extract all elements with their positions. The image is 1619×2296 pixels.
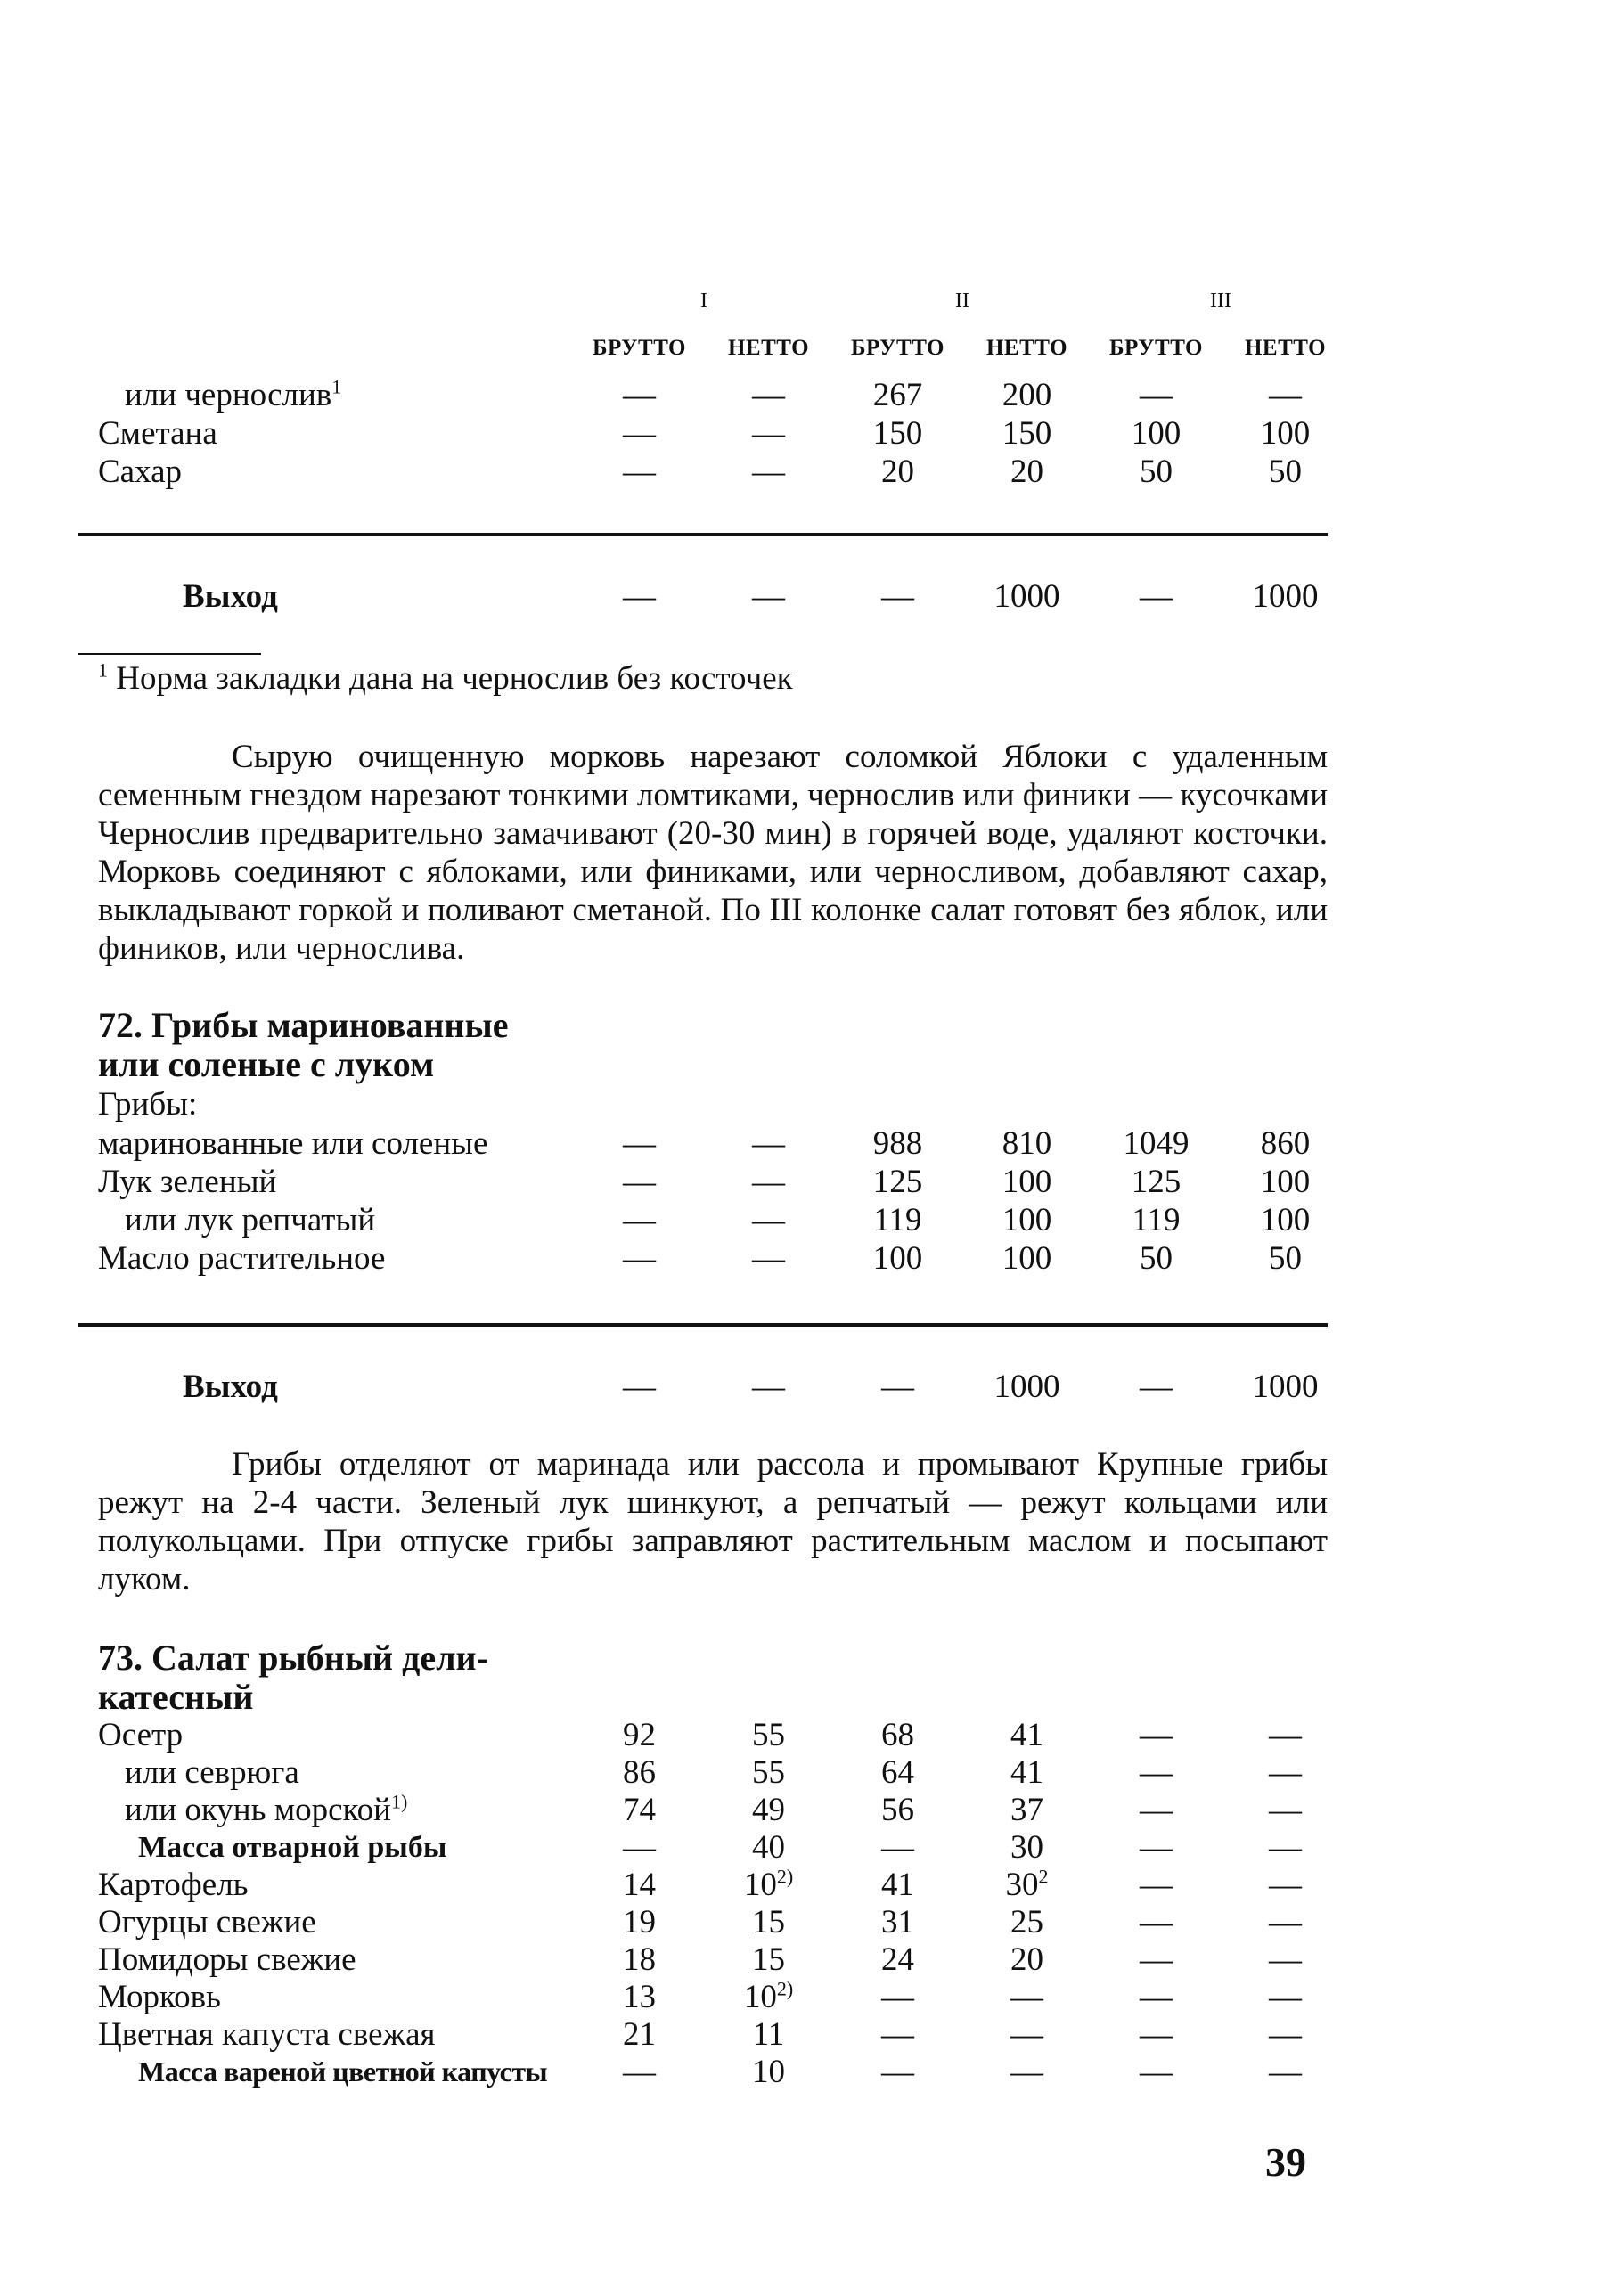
table-cell: 100 [1002, 1164, 1052, 1200]
table-cell: — [1269, 1792, 1302, 1828]
table-cell: 37 [1010, 1792, 1043, 1828]
table-cell: 1000 [1252, 1369, 1319, 1405]
page-number: 39 [1265, 2139, 1306, 2185]
column-header-i: I [700, 290, 707, 313]
table-cell: 1000 [1252, 578, 1319, 615]
table-cell: — [1269, 2016, 1302, 2053]
table-cell: 150 [872, 415, 923, 452]
table-cell: 21 [623, 2016, 656, 2053]
table-cell: 92 [623, 1717, 656, 1753]
table-cell: — [1140, 578, 1173, 615]
table-cell: — [1269, 1904, 1302, 1941]
table-cell: 1000 [993, 1369, 1060, 1405]
table-cell: — [623, 1125, 656, 1162]
table-cell: — [1140, 1904, 1173, 1941]
table-cell: $30^2$ [1005, 1865, 1049, 1903]
table-row [98, 414, 1328, 453]
column-header-iii: III [1210, 290, 1231, 313]
table-cell: — [623, 453, 656, 490]
row-label: Огурцы свежие [98, 1904, 316, 1941]
row-label: Картофель [98, 1867, 249, 1903]
table-cell: 68 [881, 1717, 914, 1753]
table-cell: 10$^{2)}$ [743, 1977, 794, 2015]
table-cell: — [1269, 1829, 1302, 1866]
table-cell: 100 [1131, 415, 1182, 452]
table-row [98, 1201, 1328, 1239]
yield-row [98, 577, 1328, 616]
footnote-marker: 1 [331, 375, 342, 398]
instructions-paragraph: Грибы отделяют от маринада или рассола и промывают Крупные грибы режут на 2-4 части. Зеленый лук шинкуют, а репчатый — режут кольцами или полукольцами. При отпуске грибы заправляют растительным маслом и посыпают луком. [98, 1446, 1328, 1597]
recipe-title-continuation: катесный [98, 1677, 254, 1717]
footnote: $^1$ Норма закладки дана на чернослив без косточек [98, 658, 793, 697]
footnote-marker: 1 [98, 658, 108, 682]
table-cell: — [1140, 1979, 1173, 2015]
table-cell: — [1140, 1792, 1173, 1828]
table-cell: — [1010, 2016, 1043, 2053]
table-cell: — [1140, 1717, 1173, 1753]
table-cell: 810 [1002, 1125, 1052, 1162]
table-cell: 15 [752, 1941, 785, 1978]
table-cell: 100 [1002, 1240, 1052, 1277]
table-cell: — [752, 1369, 785, 1405]
table-cell: — [623, 1369, 656, 1405]
yield-label: Выход [183, 1369, 278, 1405]
table-row [98, 1828, 1328, 1867]
row-label: или окунь морской$^{1)}$ [125, 1790, 408, 1828]
table-cell: — [752, 1202, 785, 1238]
table-row [98, 2015, 1328, 2054]
table-row [98, 1163, 1328, 1201]
table-cell: — [1010, 1979, 1043, 2015]
table-row [98, 376, 1328, 414]
table-cell: 100 [1260, 1164, 1311, 1200]
table-divider [78, 533, 1328, 536]
table-cell: 74 [623, 1792, 656, 1828]
table-cell: — [752, 1125, 785, 1162]
table-cell: — [623, 1829, 656, 1866]
table-cell: — [881, 2016, 914, 2053]
table-cell: — [1140, 1941, 1173, 1978]
instructions-paragraph: Сырую очищенную морковь нарезают соломкой Яблоки с удаленным семенным гнездом нарезают тонкими ломтиками, чернослив или финики — кусочками Чернослив предварительно замачивают (20-30 мин) в горячей воде, удаляют косточки. Морковь соединяют с яблоками, или финиками, или черносливом, добавляют сахар, выкладывают горкой и поливают сметаной. По III колонке салат готовят без яблок, или фиников, или чернослива. [98, 739, 1328, 967]
table-cell: — [1269, 2054, 1302, 2090]
table-cell: — [881, 2054, 914, 2090]
table-cell: 267 [872, 377, 923, 413]
row-label: Цветная капуста свежая [98, 2016, 436, 2053]
table-cell: — [1269, 1941, 1302, 1978]
table-row [98, 453, 1328, 491]
table-cell: — [1010, 2054, 1043, 2090]
row-label: Лук зеленый [98, 1164, 277, 1200]
table-cell: 100 [1260, 1202, 1311, 1238]
row-label: или севрюга [125, 1754, 299, 1791]
table-cell: 41 [881, 1867, 914, 1903]
table-cell: — [752, 1164, 785, 1200]
table-cell: 41 [1010, 1754, 1043, 1791]
recipe-title-continuation: или соленые с луком [98, 1044, 435, 1084]
row-label: Помидоры свежие [98, 1941, 356, 1978]
table-cell: 988 [872, 1125, 923, 1162]
table-cell: 125 [1131, 1164, 1182, 1200]
table-divider [78, 1323, 1328, 1327]
column-roman-headers [98, 290, 1328, 314]
table-row [98, 1716, 1328, 1754]
table-row [98, 1903, 1328, 1941]
table-cell: 20 [1010, 453, 1043, 490]
table-cell: — [1269, 1717, 1302, 1753]
table-cell: 11 [752, 2016, 785, 2053]
row-label: Сахар [98, 453, 183, 490]
table-cell: — [752, 415, 785, 452]
table-row [98, 1791, 1328, 1829]
subheader-brutto: БРУТТО [593, 336, 686, 360]
table-cell: 55 [752, 1754, 785, 1791]
row-label: или чернослив$^1$ [125, 375, 342, 413]
table-cell: 14 [623, 1867, 656, 1903]
table-cell: 20 [1010, 1941, 1043, 1978]
table-cell: 64 [881, 1754, 914, 1791]
table-cell: — [1269, 377, 1302, 413]
table-cell: 55 [752, 1717, 785, 1753]
footnote-marker: 2) [776, 1865, 794, 1888]
footnote-rule [78, 653, 261, 655]
table-cell: 49 [752, 1792, 785, 1828]
table-cell: 30 [1010, 1829, 1043, 1866]
table-cell: 31 [881, 1904, 914, 1941]
table-cell: 56 [881, 1792, 914, 1828]
table-cell: 15 [752, 1904, 785, 1941]
subheader-brutto: БРУТТО [1109, 336, 1203, 360]
row-label: Масло растительное [98, 1240, 386, 1277]
table-cell: 200 [1002, 377, 1052, 413]
table-cell: — [1140, 2016, 1173, 2053]
recipe-title: 72. Грибы маринованные [98, 1005, 509, 1045]
table-cell: 860 [1260, 1125, 1311, 1162]
footnote-marker: 2) [776, 1977, 794, 2000]
table-cell: — [752, 578, 785, 615]
table-cell: 86 [623, 1754, 656, 1791]
table-cell: — [1140, 1829, 1173, 1866]
table-cell: 50 [1140, 453, 1173, 490]
table-row [98, 1978, 1328, 2016]
table-row [98, 1239, 1328, 1278]
yield-label: Выход [183, 578, 278, 615]
table-cell: 13 [623, 1979, 656, 2015]
table-row [98, 1753, 1328, 1792]
table-cell: 125 [872, 1164, 923, 1200]
table-cell: — [1140, 377, 1173, 413]
footnote-marker: 2 [1038, 1865, 1049, 1888]
table-cell: 119 [873, 1202, 922, 1238]
recipe-title: 73. Салат рыбный дели- [98, 1638, 488, 1678]
table-cell: 25 [1010, 1904, 1043, 1941]
table-cell: — [881, 1829, 914, 1866]
table-cell: 19 [623, 1904, 656, 1941]
table-cell: — [1269, 1754, 1302, 1791]
table-cell: — [623, 2054, 656, 2090]
table-cell: 100 [1002, 1202, 1052, 1238]
table-cell: 40 [752, 1829, 785, 1866]
table-cell: 50 [1140, 1240, 1173, 1277]
table-cell: — [623, 578, 656, 615]
table-cell: 100 [1260, 415, 1311, 452]
table-cell: 119 [1132, 1202, 1181, 1238]
table-cell: — [881, 1979, 914, 2015]
table-cell: — [1269, 1867, 1302, 1903]
table-cell: — [1140, 1369, 1173, 1405]
table-row [98, 1941, 1328, 1979]
group-label: Грибы: [98, 1086, 198, 1123]
table-cell: 10$^{2)}$ [743, 1865, 794, 1903]
table-cell: 50 [1269, 453, 1302, 490]
table-row [98, 1124, 1328, 1163]
column-header-ii: II [955, 290, 969, 313]
table-cell: 150 [1002, 415, 1052, 452]
table-cell: 24 [881, 1941, 914, 1978]
table-cell: — [623, 1240, 656, 1277]
subheader-netto: НЕТТО [727, 336, 810, 360]
table-cell: 10 [752, 2054, 785, 2090]
row-label: маринованные или соленые [98, 1125, 488, 1162]
row-label: или лук репчатый [125, 1202, 376, 1238]
table-cell: 18 [623, 1941, 656, 1978]
yield-row [98, 1368, 1328, 1406]
row-label: Осетр [98, 1717, 184, 1753]
table-cell: — [623, 1202, 656, 1238]
table-cell: — [623, 1164, 656, 1200]
subheader-netto: НЕТТО [985, 336, 1068, 360]
table-cell: — [1269, 1979, 1302, 2015]
row-label: Масса вареной цветной капусты [138, 2055, 548, 2088]
table-cell: — [623, 415, 656, 452]
table-cell: — [1140, 1754, 1173, 1791]
row-label: Масса отварной рыбы [138, 1831, 447, 1864]
table-cell: — [1140, 2054, 1173, 2090]
table-cell: 20 [881, 453, 914, 490]
table-cell: 41 [1010, 1717, 1043, 1753]
table-cell: 1049 [1123, 1125, 1190, 1162]
table-cell: — [881, 1369, 914, 1405]
subheader-brutto: БРУТТО [851, 336, 944, 360]
table-cell: 1000 [993, 578, 1060, 615]
table-cell: — [881, 578, 914, 615]
table-cell: 50 [1269, 1240, 1302, 1277]
row-label: Сметана [98, 415, 217, 452]
table-cell: — [1140, 1867, 1173, 1903]
subheader-netto: НЕТТО [1244, 336, 1327, 360]
table-row [98, 2053, 1328, 2091]
column-subheaders [98, 336, 1328, 361]
footnote-marker: 1) [390, 1790, 408, 1813]
table-cell: 100 [872, 1240, 923, 1277]
table-row [98, 1866, 1328, 1904]
row-label: Морковь [98, 1979, 221, 2015]
table-cell: — [752, 453, 785, 490]
table-cell: — [623, 377, 656, 413]
table-cell: — [752, 377, 785, 413]
table-cell: — [752, 1240, 785, 1277]
